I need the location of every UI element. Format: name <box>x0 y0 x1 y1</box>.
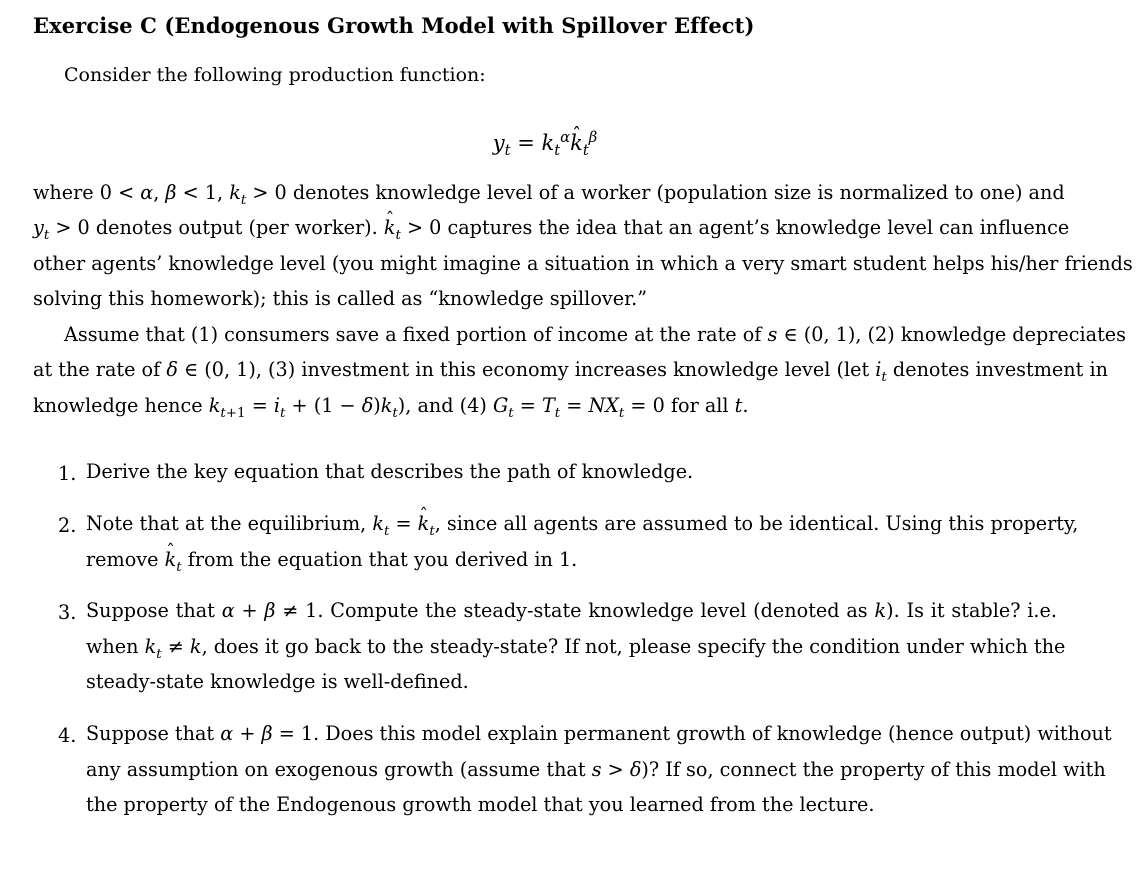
paragraph2-line: knowledge hence $k_{t+1} = i_t + (1 - \delta)k_t$), and (4) $G_t = T_t = NX_t = 0$ for all t. <box>33 394 749 421</box>
intro-text: Consider the following production function: <box>64 64 486 86</box>
question-line: when $k_t \ne k$, does it go back to the steady-state? If not, please specify the condition under which the <box>86 635 1066 662</box>
paragraph1-line: other agents’ knowledge level (you might imagine a situation in which a very smart student helps his/her friends <box>33 252 1133 275</box>
question-line: steady-state knowledge is well-defined. <box>86 670 469 693</box>
exercise-title: Exercise C (Endogenous Growth Model with Spillover Effect) <box>33 13 755 38</box>
question-number: 2. <box>58 514 77 537</box>
question-line: any assumption on exogenous growth (assume that s > δ)? If so, connect the property of this model with <box>86 758 1106 781</box>
question-line: Derive the key equation that describes the path of knowledge. <box>86 460 694 483</box>
question-number: 1. <box>58 462 77 485</box>
paragraph1-line: where 0 < α, β < 1, $k_t > 0$ denotes knowledge level of a worker (population size is normalized to one) and <box>33 181 1065 208</box>
question-line: Note that at the equilibrium, $k_t$ = ˆ $k_t$, since all agents are assumed to be identical. Using this property, <box>86 514 1057 533</box>
question-number: 4. <box>58 724 77 747</box>
production-function-equation: $y_t$ = $k_t^\alpha ˆ$ $k_t^\beta$ <box>0 131 1090 155</box>
paragraph2-line: Assume that (1) consumers save a fixed portion of income at the rate of s ∈ (0, 1), (2) knowledge depreciates <box>64 323 1126 346</box>
question-line: Suppose that α + β ≠ 1. Compute the steady-state knowledge level (denoted as k). Is it stable? i.e. <box>86 599 1057 622</box>
paragraph1-line: $y_t > 0$ denotes output (per worker). ˆ $k_t > 0$ captures the idea that an agent’s knowledge level can influence <box>33 218 1057 237</box>
question-line: remove ˆ $k_t$ from the equation that you derived in 1. <box>86 550 1057 569</box>
paragraph1-line: solving this homework); this is called as “knowledge spillover.” <box>33 287 648 310</box>
paragraph2-line: at the rate of δ ∈ (0, 1), (3) investment in this economy increases knowledge level (let $i_t$ denotes investment in <box>33 358 1108 385</box>
question-line: Suppose that α + β = 1. Does this model explain permanent growth of knowledge (hence output) without <box>86 722 1112 745</box>
question-line: the property of the Endogenous growth model that you learned from the lecture. <box>86 793 875 816</box>
question-number: 3. <box>58 601 77 624</box>
